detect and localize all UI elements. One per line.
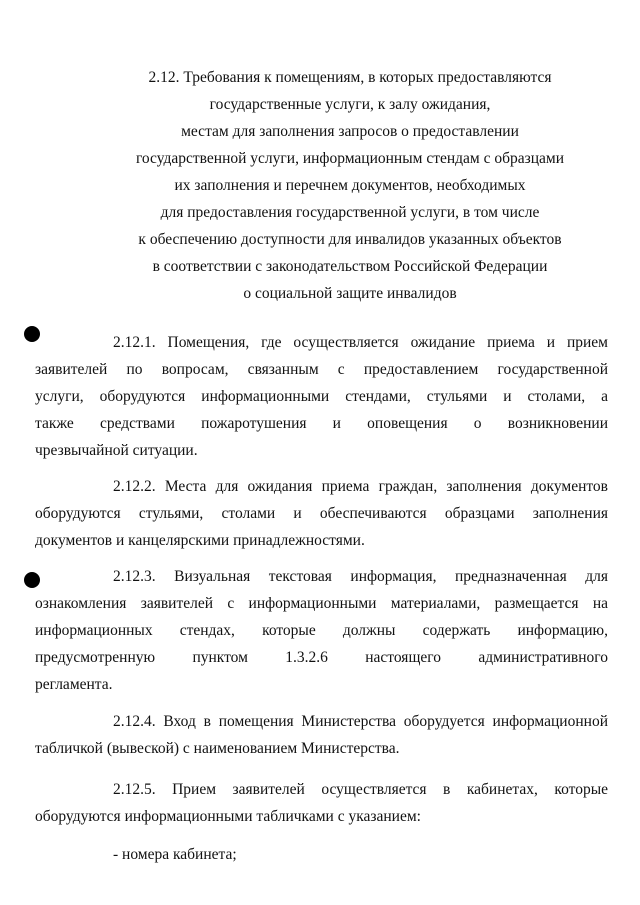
- paragraph-line: 2.12.4. Вход в помещения Министерства оборудуется информационной: [113, 713, 608, 730]
- paragraph-2-12-1: [35, 329, 608, 464]
- heading-line: о социальной защите инвалидов: [243, 285, 457, 302]
- heading-line: 2.12. Требования к помещениям, в которых предоставляются: [148, 69, 552, 86]
- paragraph-line: также средствами пожаротушения и оповещения о возникновении: [35, 415, 608, 432]
- paragraph-line: табличкой (вывеской) с наименованием Министерства.: [35, 740, 400, 757]
- paragraph-line: информационных стендах, которые должны содержать информацию,: [35, 622, 608, 639]
- heading-line: государственной услуги, информационным стендам с образцами: [135, 150, 565, 167]
- paragraph-line: чрезвычайной ситуации.: [35, 442, 198, 459]
- list-item: [113, 841, 608, 868]
- section-heading: [80, 64, 620, 307]
- paragraph-line: ознакомления заявителей с информационными материалами, размещается на: [35, 595, 608, 612]
- paragraph-2-12-4: [35, 708, 608, 762]
- paragraph-line: 2.12.3. Визуальная текстовая информация, предназначенная для: [113, 568, 608, 585]
- heading-line: для предоставления государственной услуги, в том числе: [160, 204, 540, 221]
- heading-line: к обеспечению доступности для инвалидов указанных объектов: [138, 231, 562, 248]
- paragraph-line: предусмотренную пунктом 1.3.2.6 настоящего административного: [35, 649, 608, 666]
- paragraph-line: услуги, оборудуются информационными стендами, стульями и столами, а: [35, 388, 608, 405]
- paragraph-line: регламента.: [35, 676, 113, 693]
- paragraph-2-12-2: [35, 473, 608, 554]
- paragraph-line: оборудуются стульями, столами и обеспечиваются образцами заполнения: [35, 505, 608, 522]
- paragraph-line: документов и канцелярскими принадлежностями.: [35, 532, 365, 549]
- heading-line: в соответствии с законодательством Российской Федерации: [152, 258, 548, 275]
- paragraph-2-12-3: [35, 563, 608, 698]
- paragraph-2-12-5: [35, 776, 608, 830]
- heading-line: государственные услуги, к залу ожидания,: [209, 96, 491, 113]
- paragraph-line: оборудуются информационными табличками с указанием:: [35, 808, 421, 825]
- paragraph-line: 2.12.2. Места для ожидания приема граждан, заполнения документов: [113, 478, 608, 495]
- paragraph-line: 2.12.5. Прием заявителей осуществляется в кабинетах, которые: [113, 781, 608, 798]
- list-item-text: - номера кабинета;: [113, 846, 237, 863]
- paragraph-line: заявителей по вопросам, связанным с предоставлением государственной: [35, 361, 608, 378]
- paragraph-line: 2.12.1. Помещения, где осуществляется ожидание приема и прием: [113, 334, 608, 351]
- heading-line: местам для заполнения запросов о предоставлении: [181, 123, 519, 140]
- heading-line: их заполнения и перечнем документов, необходимых: [174, 177, 526, 194]
